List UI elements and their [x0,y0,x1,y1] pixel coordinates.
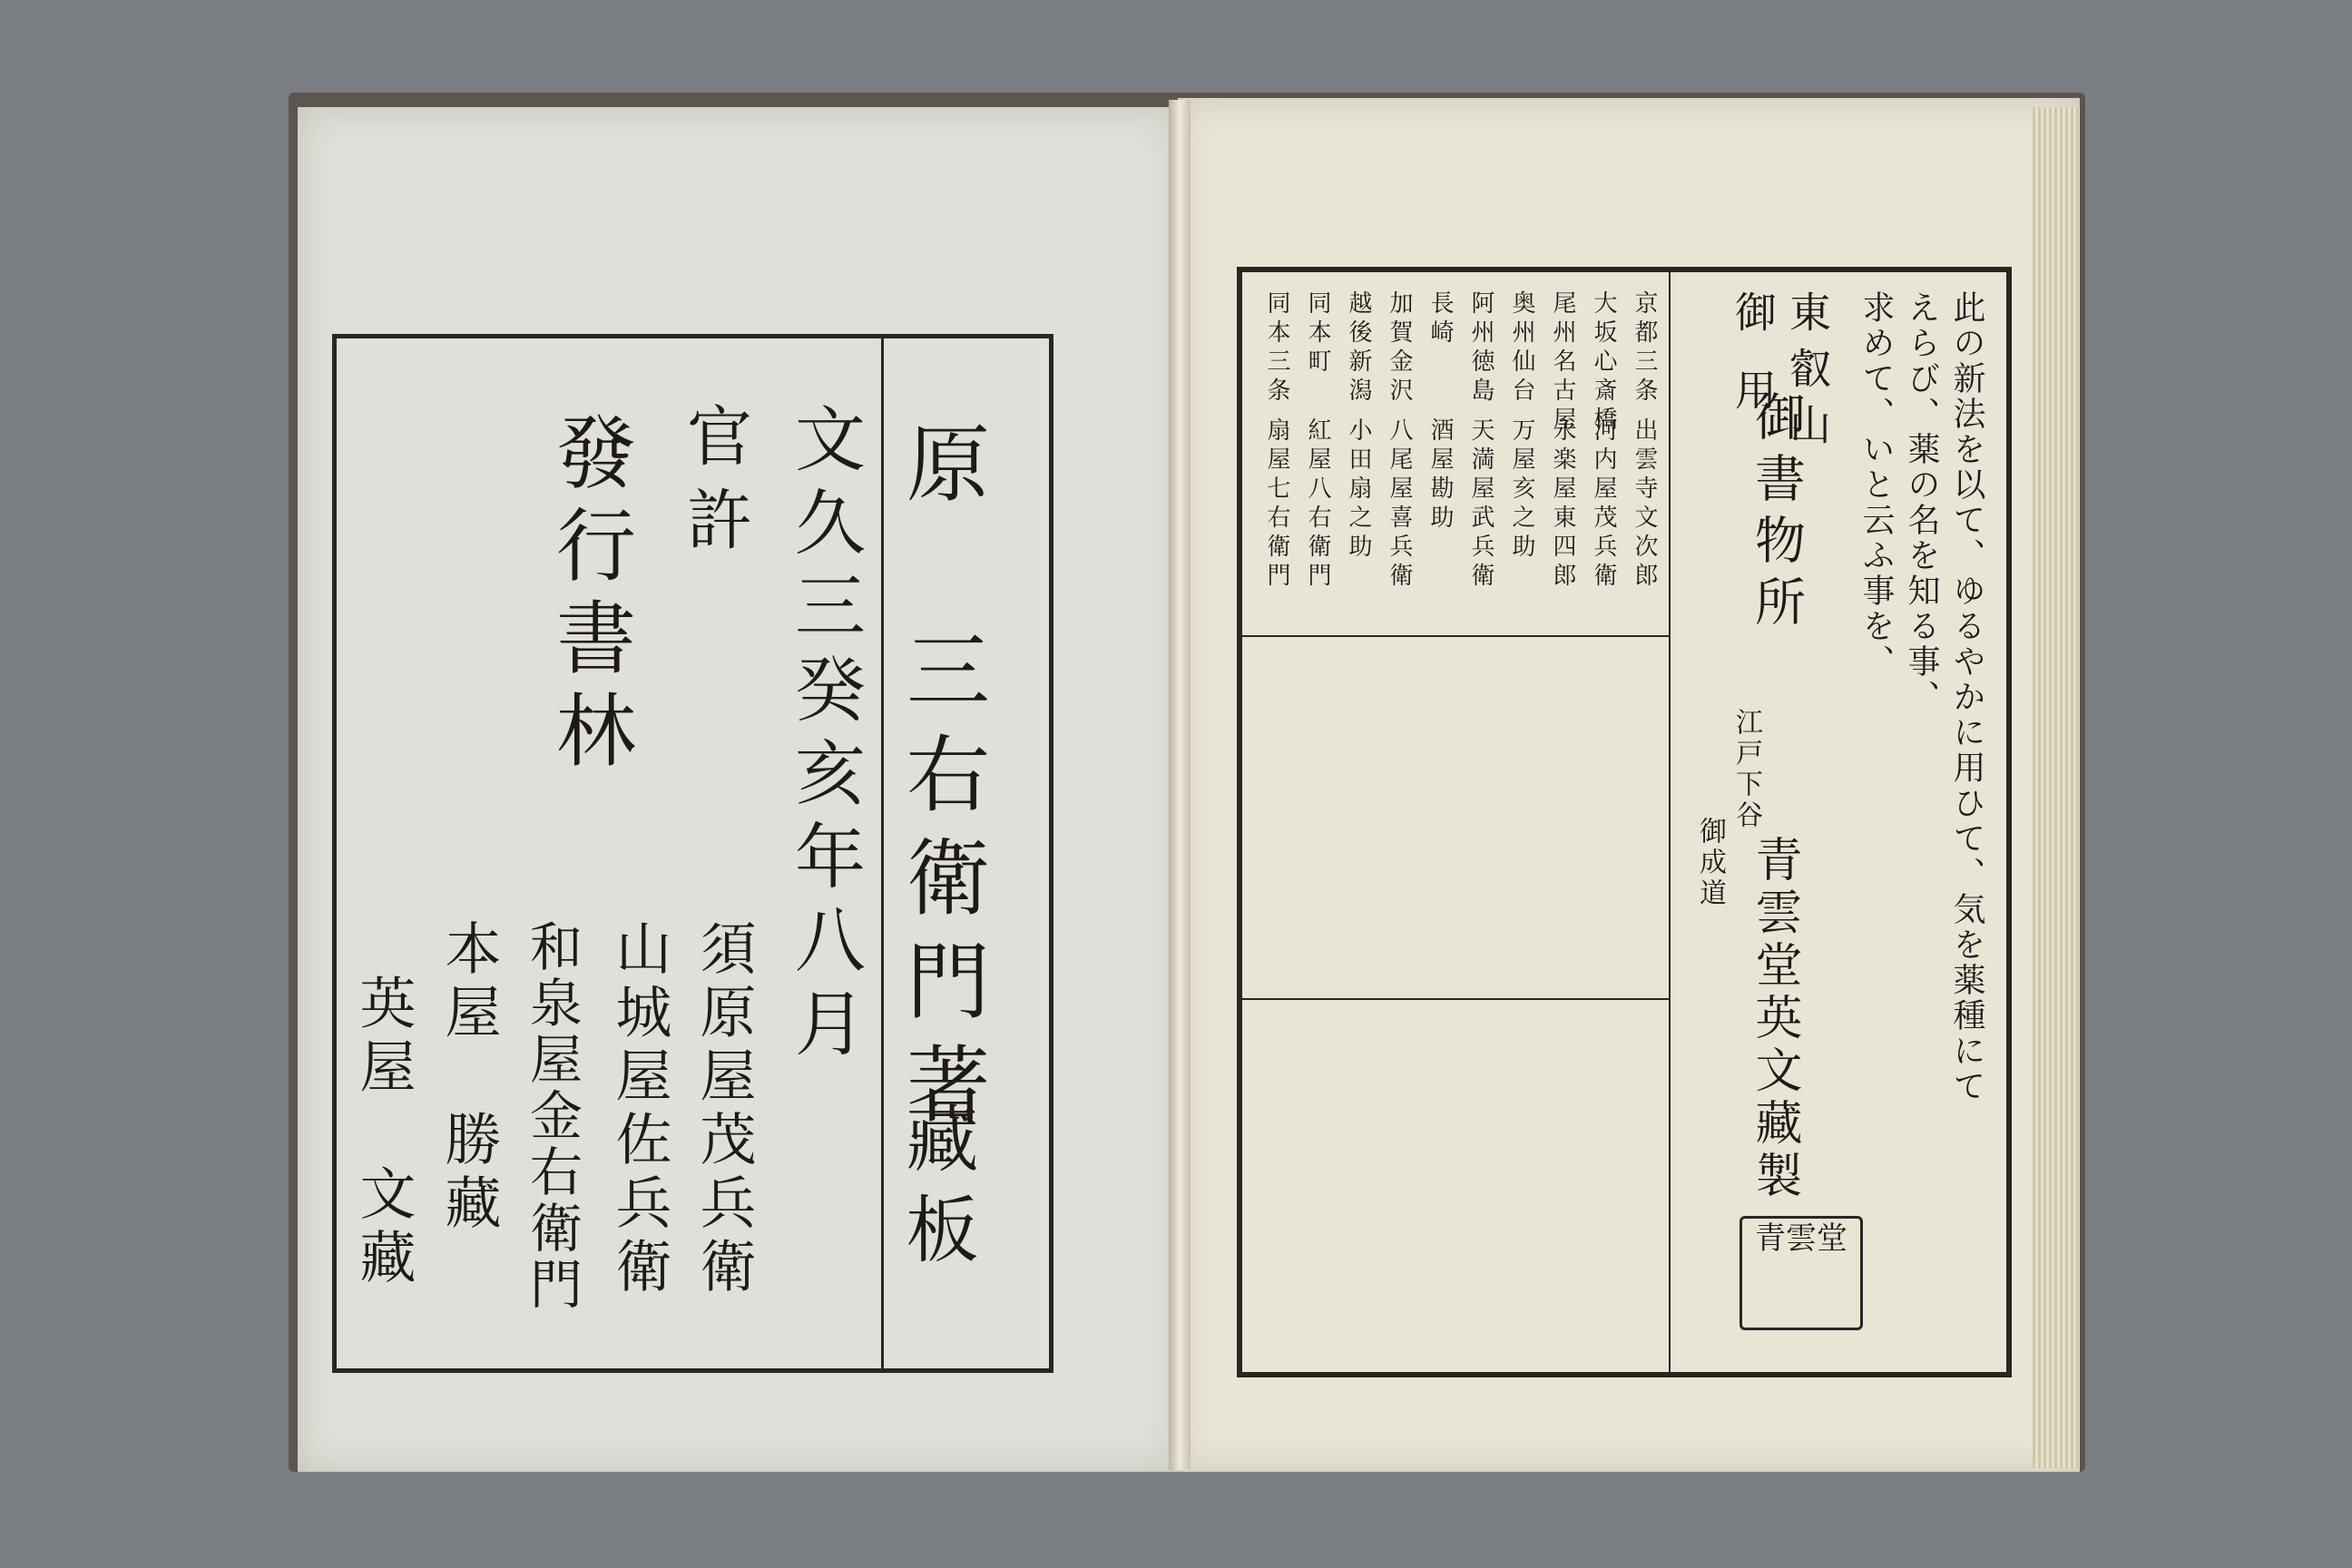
location-1: 江戸下谷 [1730,708,1762,831]
advertisement-frame [1237,267,2012,1377]
distributor-shop: 天満屋武兵衛 [1467,417,1494,592]
publisher-4: 本屋 勝藏 [436,919,502,1237]
distributor-area: 阿州徳島 [1467,290,1494,407]
top-text-divider [1669,272,1671,1372]
header-line-2: 御用 [1729,290,1778,446]
distributors-list [1242,272,1669,1372]
distributor-shop: 出雲寺文次郎 [1631,417,1658,592]
distributor-area: 京都三条 [1631,290,1658,407]
distributor-shop: 八尾屋喜兵衛 [1386,417,1413,592]
permission-label: 官許 [676,402,752,569]
publisher-5: 英屋 文藏 [350,974,416,1291]
author-line: 原 三右衛門著 [893,420,990,1144]
edition-line: 藏板 [894,1101,978,1282]
publisher-1: 須原屋茂兵衛 [691,919,757,1300]
distributor-shop: 紅屋八右衛門 [1304,417,1331,592]
publisher-3: 和泉屋金右衛門 [521,919,583,1313]
distributor-area: 同本町 [1304,290,1331,377]
publisher-mark: 青雲堂英文藏製 [1747,835,1801,1203]
publishers-label: 發行書林 [544,411,637,781]
distributor-shop: 酒屋勘助 [1426,417,1454,534]
distributor-area: 同本三条 [1263,290,1290,407]
location-2: 御成道 [1694,817,1726,909]
distributor-area: 加賀金沢 [1386,290,1413,407]
distributor-area: 長崎 [1426,290,1454,348]
distributor-shop: 万屋亥之助 [1508,417,1535,563]
distributor-shop: 河内屋茂兵衛 [1590,417,1617,592]
top-text-3: 求めて、いと云ふ事を、 [1857,290,1895,680]
date-line: 文久三癸亥年八月 [783,402,865,1070]
header-line-1: 東叡山 [1783,290,1832,459]
colophon-divider [881,338,884,1368]
distributor-shop: 永楽屋東四郎 [1549,417,1576,592]
top-text-1: 此の新法を以て、ゆるやかに用ひて、気を薬種にて [1948,290,1985,1104]
book-gutter [1169,100,1191,1470]
distributor-shop: 扇屋七右衛門 [1263,417,1290,592]
distributor-area: 尾州名古屋 [1549,290,1576,436]
colophon-frame [332,334,1054,1373]
distributor-area: 越後新潟 [1345,290,1372,407]
header-line-3: 御書物所 [1747,390,1806,637]
distributor-area: 奥州仙台 [1508,290,1535,407]
page-edges [2033,107,2080,1468]
distributor-shop: 小田扇之助 [1345,417,1372,563]
publisher-seal: 青雲堂 [1740,1216,1863,1330]
top-text-2: えらび、薬の名を知る事、 [1903,290,1940,715]
distributor-area: 大坂心斎橋 [1590,290,1617,436]
publisher-2: 山城屋佐兵衛 [606,919,672,1300]
